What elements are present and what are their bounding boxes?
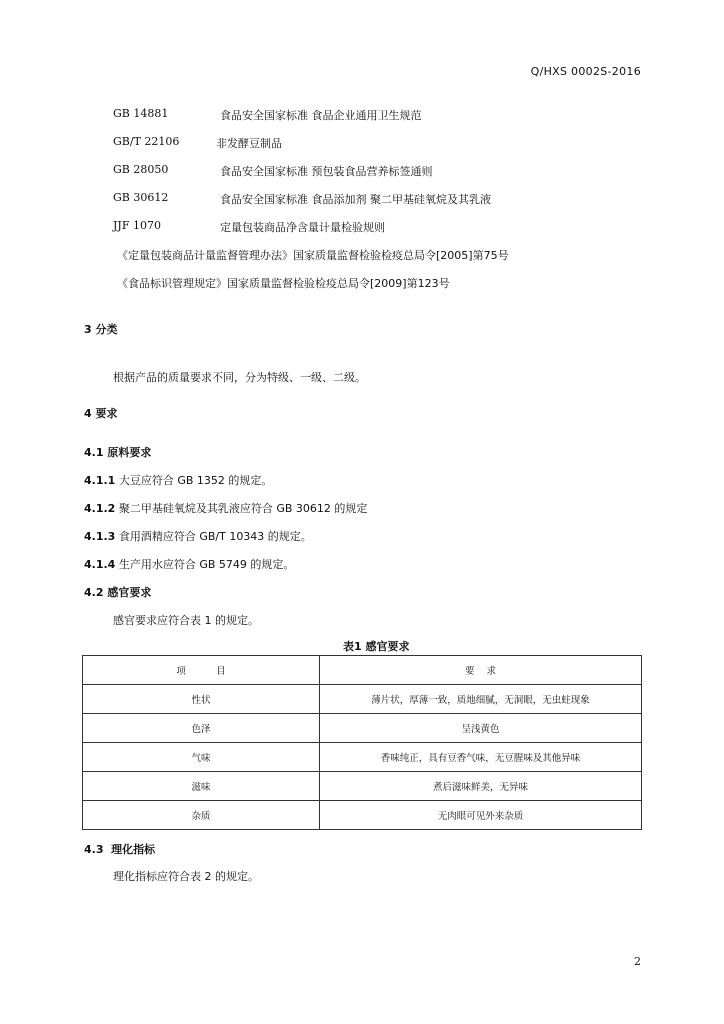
table-row [83, 801, 642, 830]
ref-code: GB 14881 [113, 107, 169, 120]
section-4-3-heading: 4.3 理化指标 [84, 843, 156, 856]
table-header-cell: 要 求 [320, 656, 642, 685]
ref-title: 食品安全国家标准 食品添加剂 聚二甲基硅氧烷及其乳液 [220, 193, 491, 206]
clause-text: 大豆应符合 GB 1352 的规定。 [118, 474, 273, 487]
clause-text: 聚二甲基硅氧烷及其乳液应符合 GB 30612 的规定 [118, 502, 368, 515]
ref-title: 食品安全国家标准 预包装食品营养标签通则 [220, 165, 433, 178]
ref-title: 非发酵豆制品 [216, 137, 282, 150]
section-4-2-text: 感官要求应符合表 1 的规定。 [113, 614, 259, 627]
clause-text: 食用酒精应符合 GB/T 10343 的规定。 [118, 530, 312, 543]
ref-code: GB 30612 [113, 191, 169, 204]
doc-code-header: Q/HXS 0002S-2016 [530, 65, 641, 78]
table-row [83, 743, 642, 772]
table-cell-item: 滋味 [83, 772, 320, 801]
clause-4-1-4 [84, 556, 294, 572]
ref-code: JJF 1070 [113, 219, 161, 232]
regulation-line: 《定量包装商品计量监督管理办法》国家质量监督检验检疫总局令[2005]第75号 [117, 249, 509, 262]
table-cell-requirement: 薄片状，厚薄一致，质地细腻，无洞眼，无虫蛀现象 [320, 685, 642, 714]
clause-number: 4.1.1 [84, 474, 116, 487]
table-cell-item: 色泽 [83, 714, 320, 743]
regulation-line: 《食品标识管理规定》国家质量监督检验检疫总局令[2009]第123号 [117, 277, 450, 290]
section-4-heading: 4 要求 [84, 407, 118, 420]
table-cell-item: 杂质 [83, 801, 320, 830]
table-row [83, 772, 642, 801]
table-cell-requirement: 煮后滋味鲜美，无异味 [320, 772, 642, 801]
clause-4-1-2 [84, 500, 367, 516]
table-header-row [83, 656, 642, 685]
section-3-text: 根据产品的质量要求不同，分为特级、一级、二级。 [113, 371, 366, 384]
table-header-cell: 项 目 [83, 656, 320, 685]
clause-4-1-1 [84, 472, 272, 488]
table-cell-item: 气味 [83, 743, 320, 772]
clause-text: 生产用水应符合 GB 5749 的规定。 [118, 558, 295, 571]
clause-4-1-3 [84, 528, 312, 544]
section-4-1-heading: 4.1 原料要求 [84, 446, 152, 459]
table-row [83, 685, 642, 714]
ref-title: 食品安全国家标准 食品企业通用卫生规范 [220, 109, 422, 122]
section-4-3-text: 理化指标应符合表 2 的规定。 [113, 870, 259, 883]
clause-number: 4.1.3 [84, 530, 116, 543]
table-cell-requirement: 呈浅黄色 [320, 714, 642, 743]
sensory-requirements-table [82, 655, 642, 830]
ref-code: GB/T 22106 [113, 135, 180, 148]
table-1-caption: 表1 感官要求 [343, 640, 410, 653]
table-row [83, 714, 642, 743]
page-number: 2 [634, 955, 641, 968]
clause-number: 4.1.2 [84, 502, 116, 515]
table-cell-item: 性状 [83, 685, 320, 714]
table-cell-requirement: 无肉眼可见外来杂质 [320, 801, 642, 830]
section-3-heading: 3 分类 [84, 323, 118, 336]
table-cell-requirement: 香味纯正，具有豆香气味，无豆腥味及其他异味 [320, 743, 642, 772]
section-4-2-heading: 4.2 感官要求 [84, 586, 152, 599]
clause-number: 4.1.4 [84, 558, 116, 571]
ref-code: GB 28050 [113, 163, 169, 176]
ref-title: 定量包装商品净含量计量检验规则 [220, 221, 385, 234]
